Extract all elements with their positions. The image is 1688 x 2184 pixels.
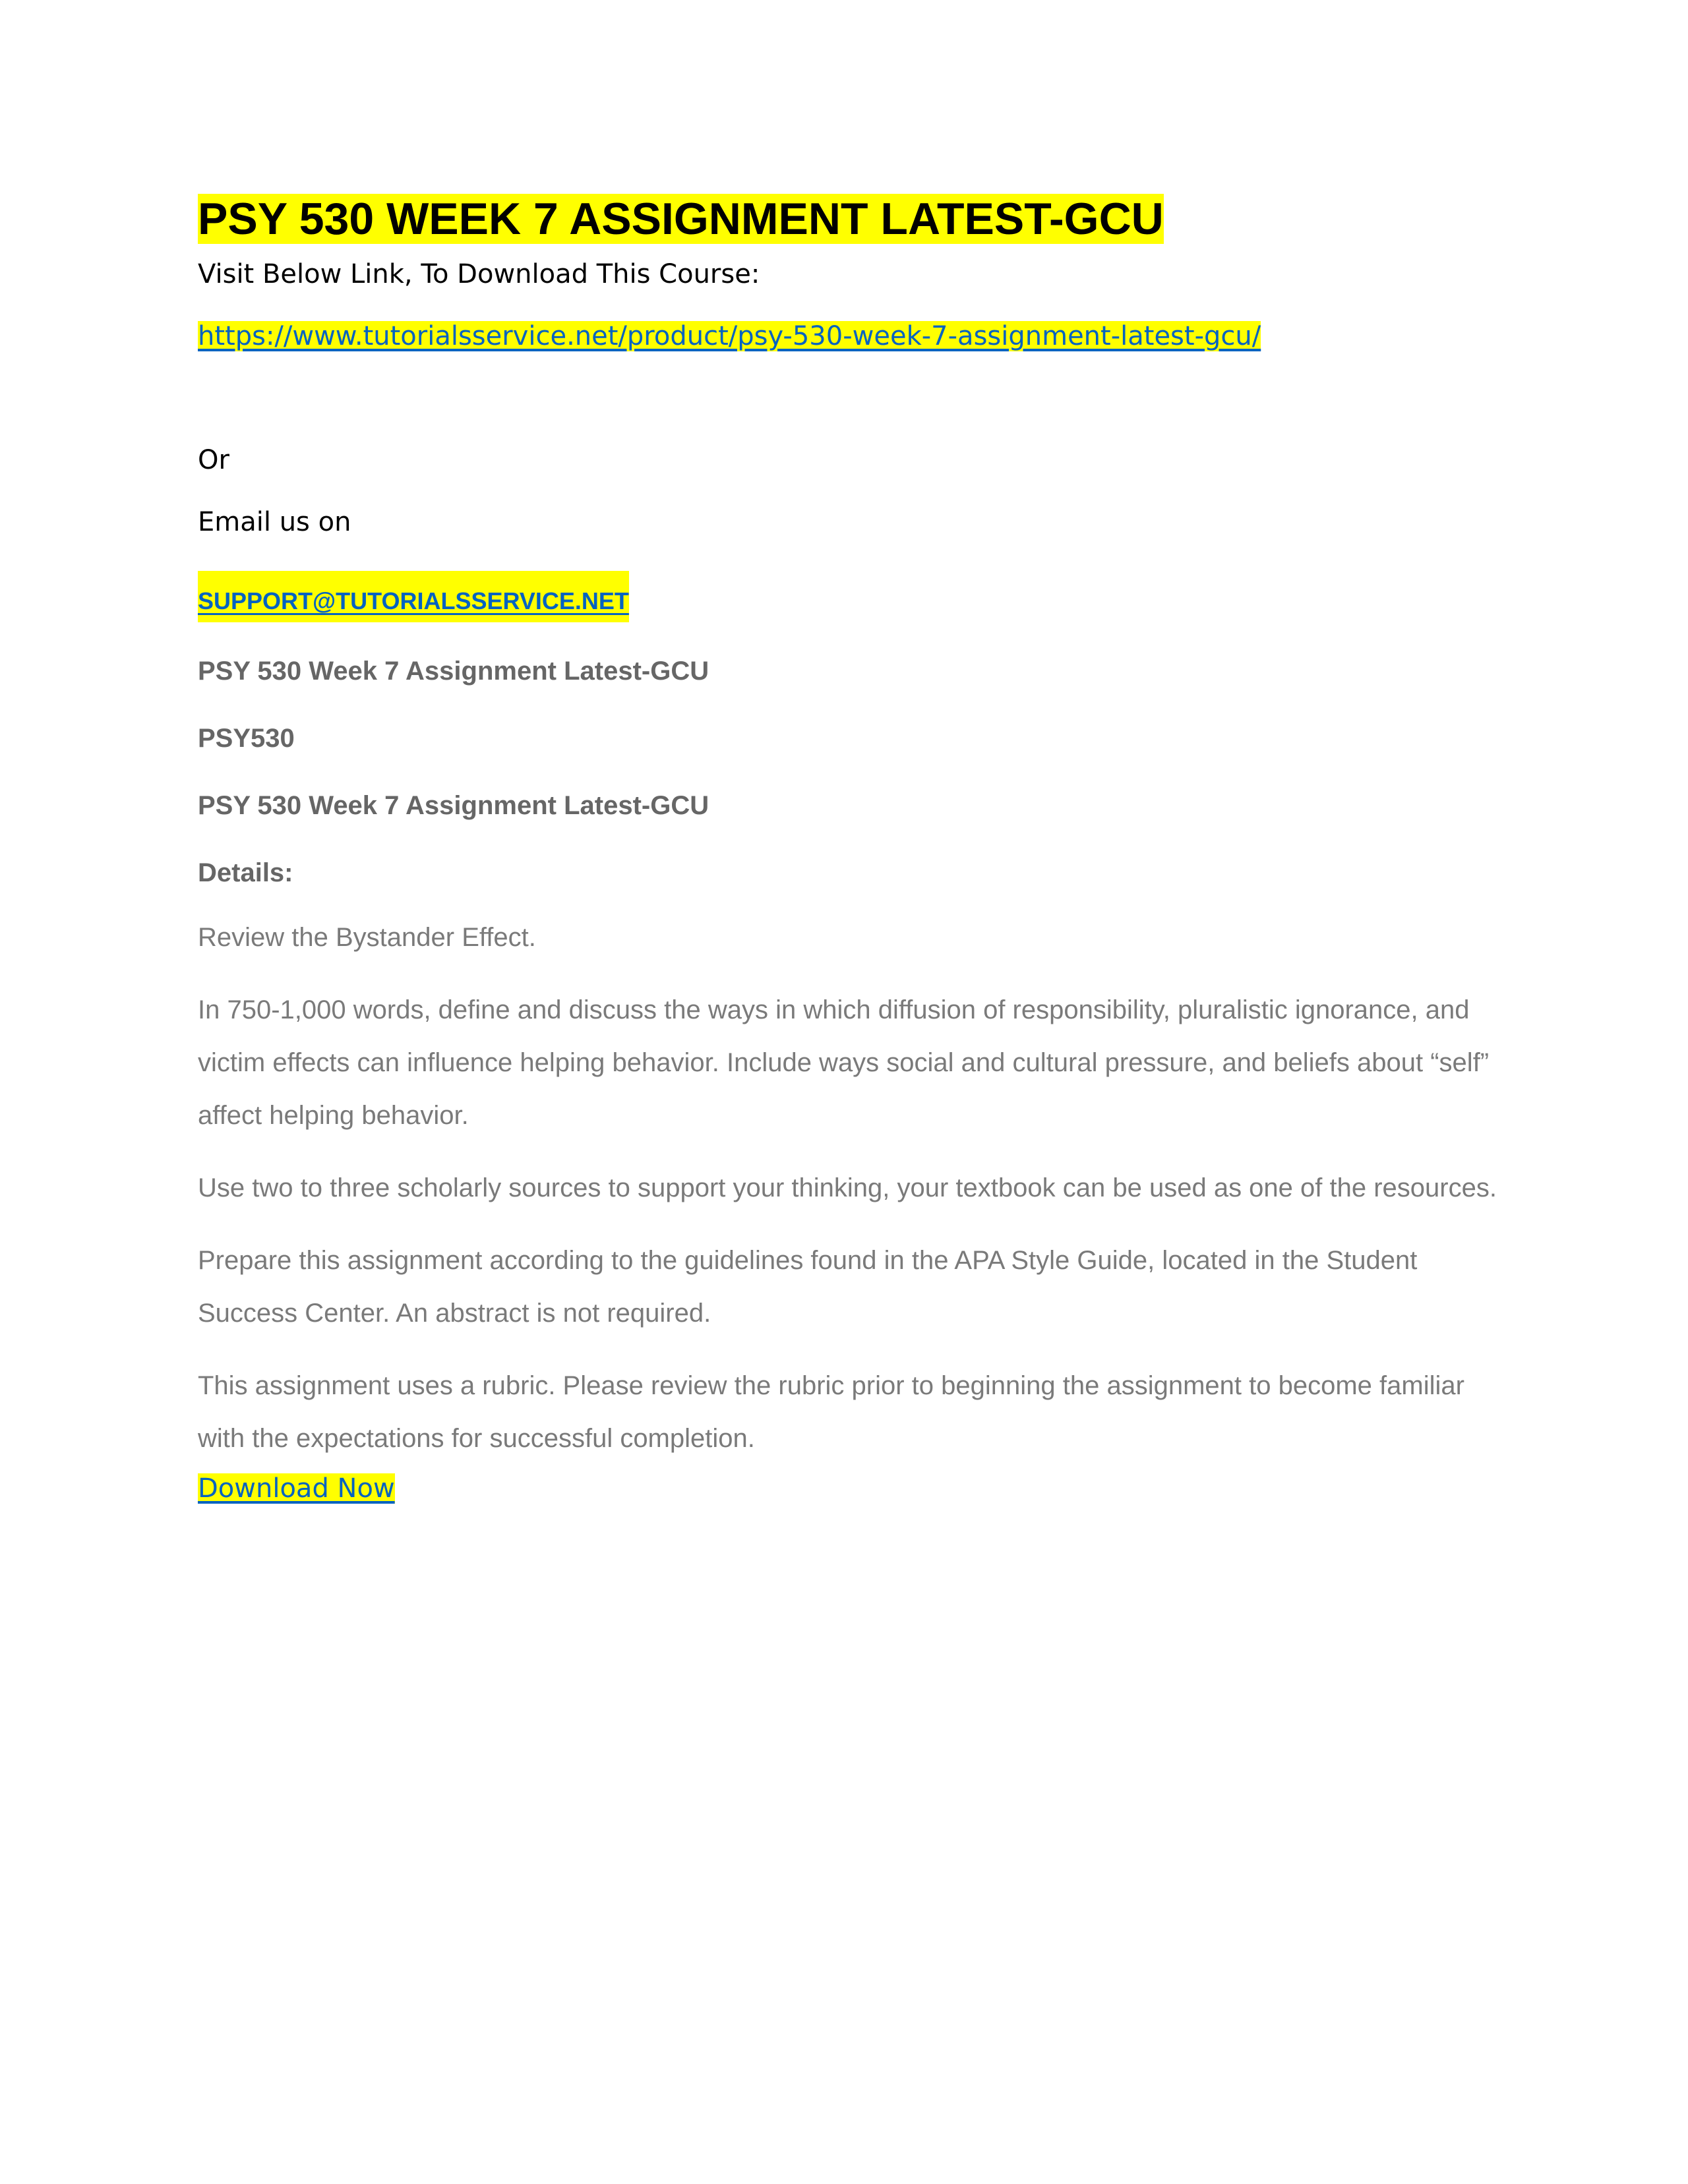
or-text: Or [198,445,229,475]
download-paragraph [198,1470,1503,1507]
course-code: PSY530 [198,724,295,753]
document-content [198,191,1503,1507]
document-title [198,191,1503,247]
paragraph-rubric: This assignment uses a rubric. Please review the rubric prior to beginning the assignment to become familiar with the expectations for successful completion. [198,1371,1464,1453]
intro-text: Visit Below Link, To Download This Course: [198,259,760,289]
support-email-link[interactable]: SUPPORT@TUTORIALSSERVICE.NET [198,571,629,622]
details-label: Details: [198,858,293,887]
title-text: PSY 530 WEEK 7 ASSIGNMENT LATEST-GCU [198,194,1164,244]
assignment-heading: PSY 530 Week 7 Assignment Latest-GCU [198,657,709,686]
email-label: Email us on [198,507,351,537]
paragraph-review: Review the Bystander Effect. [198,923,536,952]
paragraph-sources: Use two to three scholarly sources to support your thinking, your textbook can be used as one of the resources. [198,1173,1497,1202]
paragraph-word-count: In 750-1,000 words, define and discuss the ways in which diffusion of responsibility, pluralistic ignorance, and victim effects can influence helping behavior. Include ways social and cultural pressure, and beliefs about “self” affect helping behavior. [198,995,1490,1130]
assignment-heading-repeat: PSY 530 Week 7 Assignment Latest-GCU [198,791,709,820]
product-url-paragraph [198,318,1503,355]
product-url-link[interactable]: https://www.tutorialsservice.net/product/psy-530-week-7-assignment-latest-gcu/ [198,321,1261,351]
paragraph-apa: Prepare this assignment according to the guidelines found in the APA Style Guide, located in the Student Success Center. An abstract is not required. [198,1246,1418,1328]
download-now-link[interactable]: Download Now [198,1473,395,1504]
